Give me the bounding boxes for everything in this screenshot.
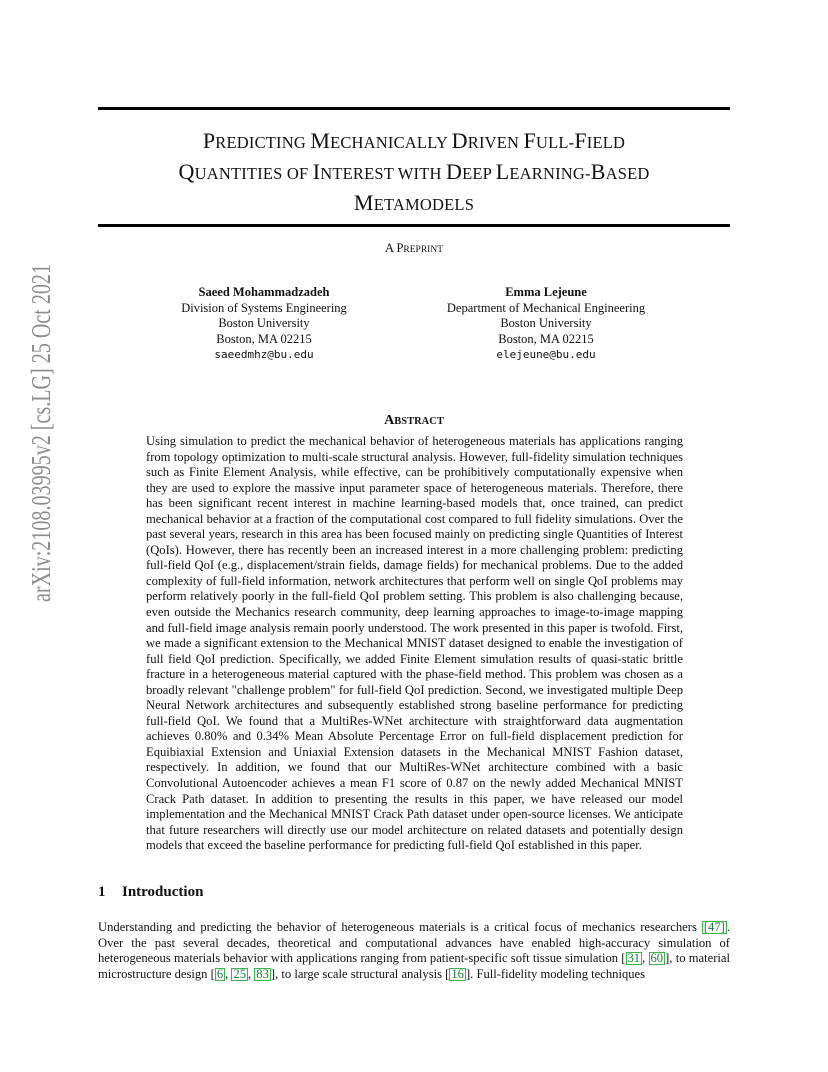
citation-link[interactable]: 60 xyxy=(650,951,664,966)
bottom-rule xyxy=(98,224,730,227)
author-email[interactable]: saeedmhz@bu.edu xyxy=(214,348,314,361)
preprint-label: A PREPRINT xyxy=(384,241,443,255)
author-dept: Division of Systems Engineering xyxy=(181,300,347,315)
abstract-text: Using simulation to predict the mechanical behavior of heterogeneous materials has applications ranging from topology optimization to multi-scale structural analysis. However, full-fidelity simulation techniques such as Finite Element Analysis, while effective, can be prohibitively computationally expensive when they are used to explore the massive input parameter space of heterogeneous materials. Therefore, there has been significant recent interest in machine learning-based models that, once trained, can predict mechanical behavior at a fraction of the computational cost compared to full fidelity simulations. Over the past several years, research in this area has been focused mainly on predicting single Quantities of Interest (QoIs). However, there has recently been an increased interest in a more challenging problem: predicting full-field QoI (e.g., displacement/strain fields, damage fields) for mechanical problems. Due to the added complexity of full-field information, network architectures that perform well on single QoI problems may perform relatively poorly in the full-field QoI problem setting. This problem is also challenging because, even outside the Mechanics research community, deep learning approaches to image-to-image mapping and full-field image analysis remain poorly understood. The work presented in this paper is twofold. First, we made a significant extension to the Mechanical MNIST dataset designed to enable the investigation of full field QoI prediction. Specifically, we added Finite Element simulation results of quasi-static brittle fracture in a heterogeneous material captured with the phase-field method. This problem was chosen as a broadly relevant "challenge problem" for full-field QoI prediction. Second, we investigated multiple Deep Neural Network architectures and subsequently established strong baseline performance for predicting full-field QoI. We found that a MultiRes-WNet architecture with straightforward data augmentation achieves 0.80% and 0.34% Mean Absolute Percentage Error on full-field displacement prediction for Equibiaxial Extension and Uniaxial Extension datasets in the Mechanical MNIST Fashion dataset, respectively. In addition, we found that our MultiRes-WNet architecture combined with a basic Convolutional Autoencoder achieves a mean F1 score of 0.87 on the newly added Mechanical MNIST Crack Path dataset. In addition to presenting the results in this paper, we have released our model implementation and the Mechanical MNIST Crack Path dataset under open-source licenses. We anticipate that future researchers will directly use our model architecture on related datasets and potentially design models that exceed the baseline performance for predicting full-field QoI established in this paper. xyxy=(146,434,683,853)
author-email[interactable]: elejeune@bu.edu xyxy=(496,348,596,361)
citation-link[interactable]: 25 xyxy=(233,966,246,981)
citation-link[interactable]: 83 xyxy=(256,966,269,981)
title-line-1: PREDICTING MECHANICALLY DRIVEN FULL-FIELD xyxy=(202,128,626,153)
author-name: Saeed Mohammadzadeh xyxy=(198,285,330,299)
arxiv-stamp xyxy=(10,262,60,602)
citation-link[interactable]: 16 xyxy=(451,966,464,981)
author-university: Boston University xyxy=(218,316,310,330)
citation-link[interactable]: 6 xyxy=(216,966,224,981)
section-title: Introduction xyxy=(122,884,204,900)
author-city: Boston, MA 02215 xyxy=(498,331,594,346)
intro-paragraph: Understanding and predicting the behavior of heterogeneous materials is a critical focus of mechanics researchers [47] . Over the past several decades, theoretical and computational advances have enabled high-accuracy simulation of heterogeneous materials behavior with applications ranging from patient-specific soft tissue simulation [ 31 , 60 ], to material microstructure design [ 6 , 25 , 83 ], to large scale structural analysis [ 16 ]. Full-fidelity modeling techniques xyxy=(98,920,730,981)
section-heading-introduction xyxy=(98,884,203,901)
citation-link[interactable]: 31 xyxy=(627,951,641,966)
top-rule xyxy=(98,107,730,110)
arxiv-identifier[interactable]: arXiv:2108.03995v2 [cs.LG] 25 Oct 2021 xyxy=(25,262,56,602)
introduction-body xyxy=(98,920,730,982)
author-block-2 xyxy=(426,285,666,363)
author-dept: Department of Mechanical Engineering xyxy=(446,300,646,315)
author-city: Boston, MA 02215 xyxy=(216,331,312,346)
abstract-body xyxy=(146,434,683,854)
author-name: Emma Lejeune xyxy=(505,285,587,299)
title-line-3: METAMODELS xyxy=(353,190,475,215)
paper-title xyxy=(98,126,730,219)
citation-link[interactable]: [47] xyxy=(703,920,725,934)
section-number: 1 xyxy=(98,884,106,900)
author-block-1 xyxy=(164,285,364,363)
arxiv-stamp-svg xyxy=(10,262,60,602)
author-university: Boston University xyxy=(500,316,592,330)
title-line-2: QUANTITIES OF INTEREST WITH DEEP LEARNING-BASED xyxy=(178,159,650,184)
abstract-heading: ABSTRACT xyxy=(384,413,444,428)
